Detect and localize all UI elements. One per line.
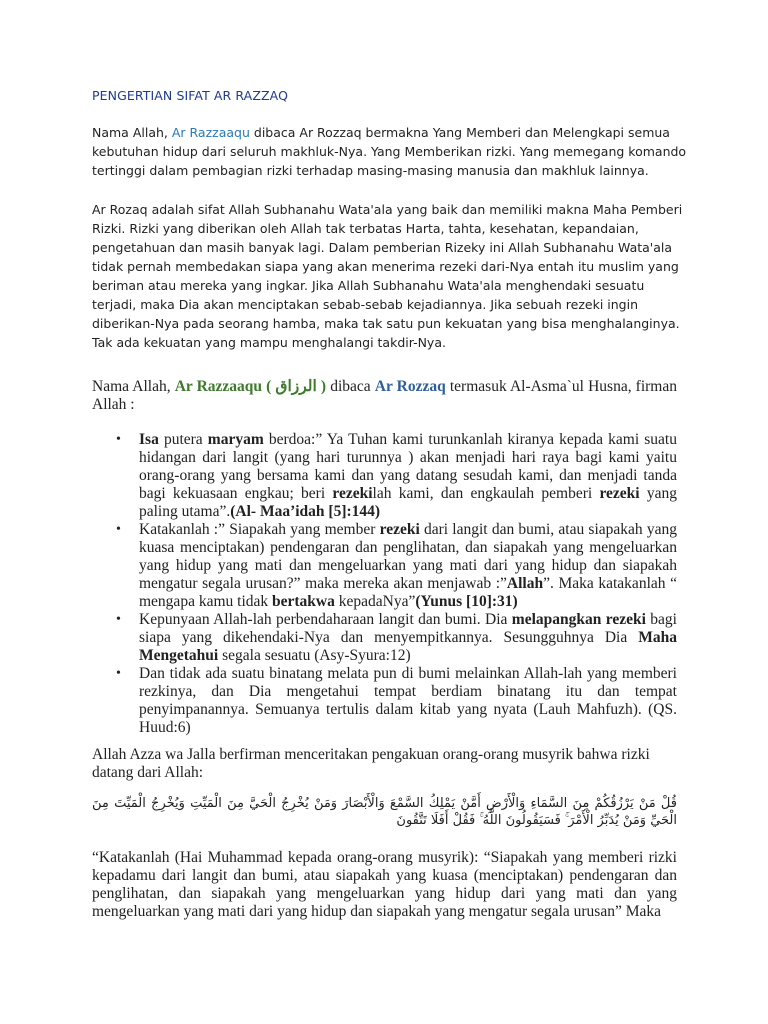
page-title: PENGERTIAN SIFAT AR RAZZAQ <box>92 88 289 103</box>
verse-reference: (Al- Maa’idah [5]:144) <box>230 503 381 520</box>
bullet-icon: • <box>116 666 121 681</box>
ar-razzaaqu-arabic-term: Ar Razzaaqu ( الرزاق ) <box>174 378 327 395</box>
ar-razzaaqu-term: Ar Razzaaqu <box>171 125 250 140</box>
list-item: • Isa putera maryam berdoa:” Ya Tuhan kami turunkanlah kiranya kepada kami suatu hidangan dari langit (yang hari turunnya ) akan menjadi hari raya bagi kami yaitu orang-orang yang bersama kami dan yang datang sesudah kami, dan menjadi tanda bagi kekuasaan engkau; beri rezekilah kami, dan engkaulah pemberi rezeki yang paling utama”.(Al- Maa’idah [5]:144) <box>116 431 677 520</box>
para1-prefix: Nama Allah, <box>92 125 172 140</box>
list-item: • Kepunyaan Allah-lah perbendaharaan langit dan bumi. Dia melapangkan rezeki bagi siapa yang dikehendaki-Nya dan menyempitkannya. Sesungguhnya Dia Maha Mengetahui segala sesuatu (Asy-Syura:12) <box>116 611 677 664</box>
para1-rest: dibaca Ar Rozzaq bermakna Yang Memberi dan Melengkapi semua kebutuhan hidup dari seluruh makhluk-Nya. Yang Memberikan rizki. Yang memegang komando tertinggi dalam pembagian rizki terhadap masing-masing manusia dan makhluk lainnya. <box>92 125 687 178</box>
translation-paragraph: “Katakanlah (Hai Muhammad kepada orang-orang musyrik): “Siapakah yang memberi rizki kepadamu dari langit dan bumi, atau siapakah yang kuasa (menciptakan) pendengaran dan penglihatan, dan siapakah yang mengeluarkan yang hidup dari yang mati dan yang mengeluarkan yang mati dari yang hidup dan siapakah yang mengatur segala urusan” Maka <box>92 849 677 920</box>
list-item: • Katakanlah :” Siapakah yang member rezeki dari langit dan bumi, atau siapakah yang kuasa menciptakan) pendengaran dan penglihatan, dan siapakah yang mengeluarkan yang hidup yang mati dan mengeluarkan yang mati dari yang hidup dan siapakah mengatur segala urusan?” maka mereka akan menjawab :”Allah”. Maka katakanlah “ mengapa kamu tidak bertakwa kepadaNya”(Yunus [10]:31) <box>116 521 677 610</box>
bullet-icon: • <box>116 522 121 537</box>
definition-paragraph <box>92 123 692 180</box>
bullet-icon: • <box>116 432 121 447</box>
list-item: • Dan tidak ada suatu binatang melata pun di bumi melainkan Allah-lah yang memberi rezkinya, dan Dia mengetahui tempat berdiam binatang itu dan tempat penyimpanannya. Semuanya tertulis dalam kitab yang nyata (Lauh Mahfuzh). (QS. Huud:6) <box>116 665 677 736</box>
ar-rozzaq-term: Ar Rozzaq <box>374 378 446 395</box>
bullet-icon: • <box>116 612 121 627</box>
firman-paragraph: Allah Azza wa Jalla berfirman menceritakan pengakuan orang-orang musyrik bahwa rizki datang dari Allah: <box>92 746 650 781</box>
verse-list <box>92 431 677 737</box>
explanation-paragraph: Ar Rozaq adalah sifat Allah Subhanahu Wata'ala yang baik dan memiliki makna Maha Pemberi Rizki. Rizki yang diberikan oleh Allah tak terbatas Harta, tahta, kesehatan, kepandaian, pengetahuan dan masih banyak lagi. Dalam pemberian Rizeky ini Allah Subhanahu Wata'ala tidak pernah membedakan siapa yang akan menerima rezeki dari-Nya entah itu muslim yang beriman atau mereka yang ingkar. Jika Allah Subhanahu Wata'ala menghendaki sesuatu terjadi, maka Dia akan menciptakan sebab-sebab kejadiannya. Jika sebuah rezeki ingin diberikan-Nya pada seorang hamba, maka tak satu pun kekuatan yang bisa menghalanginya. Tak ada kekuatan yang mampu menghalangi takdir-Nya. <box>92 202 683 350</box>
verse-reference: (Yunus [10]:31) <box>415 593 518 610</box>
arabic-verse: قُلْ مَنْ يَرْزُقُكُمْ مِنَ السَّمَاءِ وَالْأَرْضِ أَمَّنْ يَمْلِكُ السَّمْعَ وَالْأَبْصَارَ وَمَنْ يُخْرِجُ الْحَيَّ مِنَ الْمَيِّتِ وَيُخْرِجُ الْمَيِّتَ مِنَ الْحَيِّ وَمَنْ يُدَبِّرُ الْأَمْرَ ۚ فَسَيَقُولُونَ اللَّهُ ۚ فَقُلْ أَفَلَا تَتَّقُونَ <box>92 796 677 828</box>
intro-paragraph <box>92 378 677 414</box>
intro-rest: termasuk Al-Asma`ul Husna, firman Allah : <box>92 378 677 413</box>
intro-prefix: Nama Allah, <box>92 378 175 395</box>
intro-mid: dibaca <box>326 378 375 395</box>
